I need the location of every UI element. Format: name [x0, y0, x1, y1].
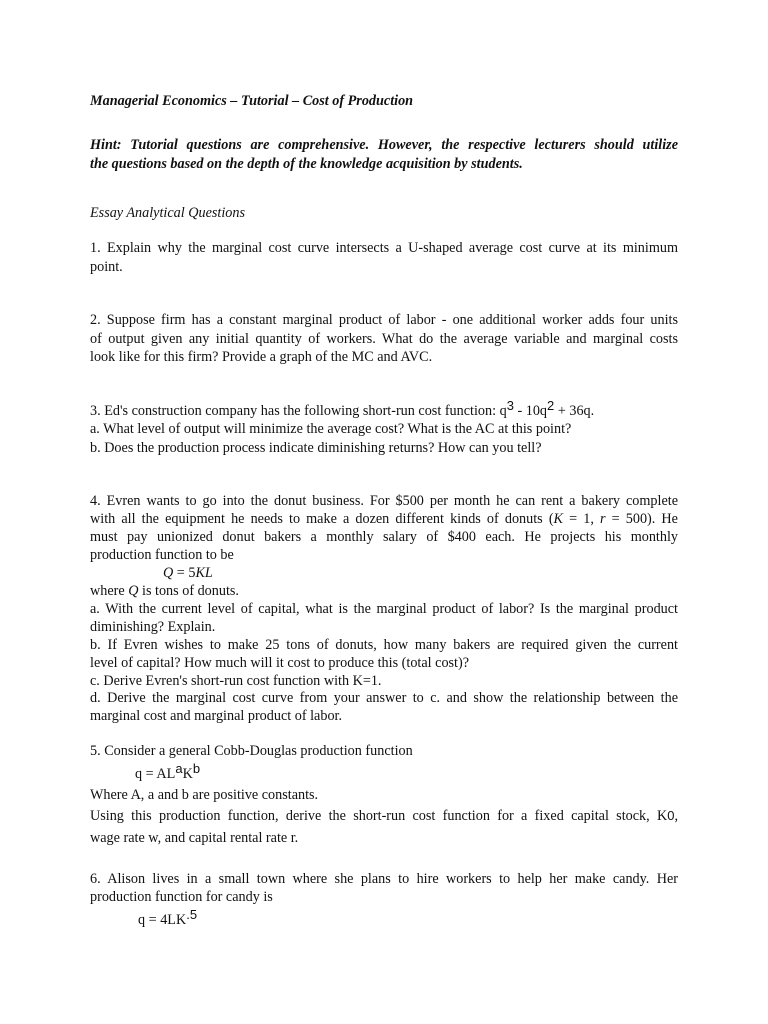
q4-line-4: production function to be: [90, 547, 234, 563]
q4-var-K: K: [553, 511, 564, 527]
q3-exponent-2: 2: [547, 398, 555, 413]
q4-part-d-line-1: d. Derive the marginal cost curve from your answer to c. and show the relationship between the: [90, 690, 678, 706]
q5-equation: [135, 761, 201, 783]
q5-eq-K: K: [182, 766, 193, 782]
q4-part-a-line-2: diminishing? Explain.: [90, 619, 216, 635]
q4-part-b-line-1: b. If Evren wishes to make 25 tons of donuts, how many bakers are required given the current: [90, 637, 678, 653]
q5-line-3-post: ,: [674, 808, 678, 824]
q3-intro: 3. Ed's construction company has the following short-run cost function: q: [90, 403, 507, 419]
q4-line-1: 4. Evren wants to go into the donut business. For $500 per month he can rent a bakery complete: [90, 493, 678, 509]
q2-line-3: look like for this firm? Provide a graph of the MC and AVC.: [90, 349, 433, 365]
q4-part-a-line-1: a. With the current level of capital, what is the marginal product of labor? Is the marginal product: [90, 601, 678, 617]
q3-mid: - 10q: [513, 403, 548, 419]
q5-line-3: [90, 807, 678, 825]
q1-line-2: point.: [90, 259, 123, 275]
q2-line-1: 2. Suppose firm has a constant marginal product of labor - one additional worker adds four units: [90, 312, 678, 328]
q4-line-2: [90, 510, 678, 528]
q6-equation: [138, 907, 198, 929]
q4-eq-Q: Q: [163, 565, 174, 581]
q4-part-c: c. Derive Evren's short-run cost function with K=1.: [90, 673, 382, 689]
q3-cost-function: [90, 398, 678, 420]
q6-eq-pre: q = 4LK: [138, 912, 187, 928]
q6-line-2: production function for candy is: [90, 889, 273, 905]
q5-subscript-0: 0: [667, 808, 675, 823]
q4-part-d-line-2: marginal cost and marginal product of labor.: [90, 708, 343, 724]
q3-end: + 36q.: [554, 403, 595, 419]
q2-line-2: of output given any initial quantity of workers. What do the average variable and marginal costs: [90, 331, 678, 347]
q4-where-pre: where: [90, 583, 129, 599]
q4-where-Q: Q: [128, 583, 139, 599]
section-heading: Essay Analytical Questions: [90, 205, 245, 221]
q6-exponent: .5: [186, 907, 198, 922]
q4-line-2-pre: with all the equipment he needs to make a dozen different kinds of donuts (: [90, 511, 554, 527]
q4-line-2-mid: = 1,: [563, 511, 600, 527]
q3-exponent-3: 3: [506, 398, 514, 413]
q4-eq-KL: KL: [195, 565, 213, 581]
q5-line-4: wage rate w, and capital rental rate r.: [90, 830, 299, 846]
q1-line-1: 1. Explain why the marginal cost curve intersects a U-shaped average cost curve at its minimum: [90, 240, 678, 256]
q4-line-2-post: = 500). He: [605, 511, 678, 527]
q5-eq-pre: q = AL: [135, 766, 176, 782]
q4-where-post: is tons of donuts.: [138, 583, 239, 599]
q4-where: [90, 582, 678, 600]
document-title: Managerial Economics – Tutorial – Cost of Production: [90, 93, 414, 109]
q3-part-b: b. Does the production process indicate diminishing returns? How can you tell?: [90, 440, 542, 456]
q5-line-1: 5. Consider a general Cobb-Douglas production function: [90, 743, 413, 759]
q5-exponent-b: b: [192, 761, 201, 776]
hint-line-1: Hint: Tutorial questions are comprehensive. However, the respective lecturers should utilize: [90, 137, 678, 153]
q6-line-1: 6. Alison lives in a small town where she plans to hire workers to help her make candy. Her: [90, 871, 678, 887]
q4-line-3: must pay unionized donut bakers a monthly salary of $400 each. He projects his monthly: [90, 529, 678, 545]
q4-var-r: r: [600, 511, 606, 527]
q4-equation: [163, 564, 213, 582]
q5-where: Where A, a and b are positive constants.: [90, 787, 319, 803]
q3-part-a: a. What level of output will minimize the average cost? What is the AC at this point?: [90, 421, 572, 437]
q5-line-3-pre: Using this production function, derive the short-run cost function for a fixed capital stock, K: [90, 808, 668, 824]
hint-line-2: the questions based on the depth of the knowledge acquisition by students.: [90, 156, 523, 172]
q4-part-b-line-2: level of capital? How much will it cost to produce this (total cost)?: [90, 655, 470, 671]
q4-eq-mid: = 5: [173, 565, 196, 581]
q5-exponent-a: a: [175, 761, 183, 776]
